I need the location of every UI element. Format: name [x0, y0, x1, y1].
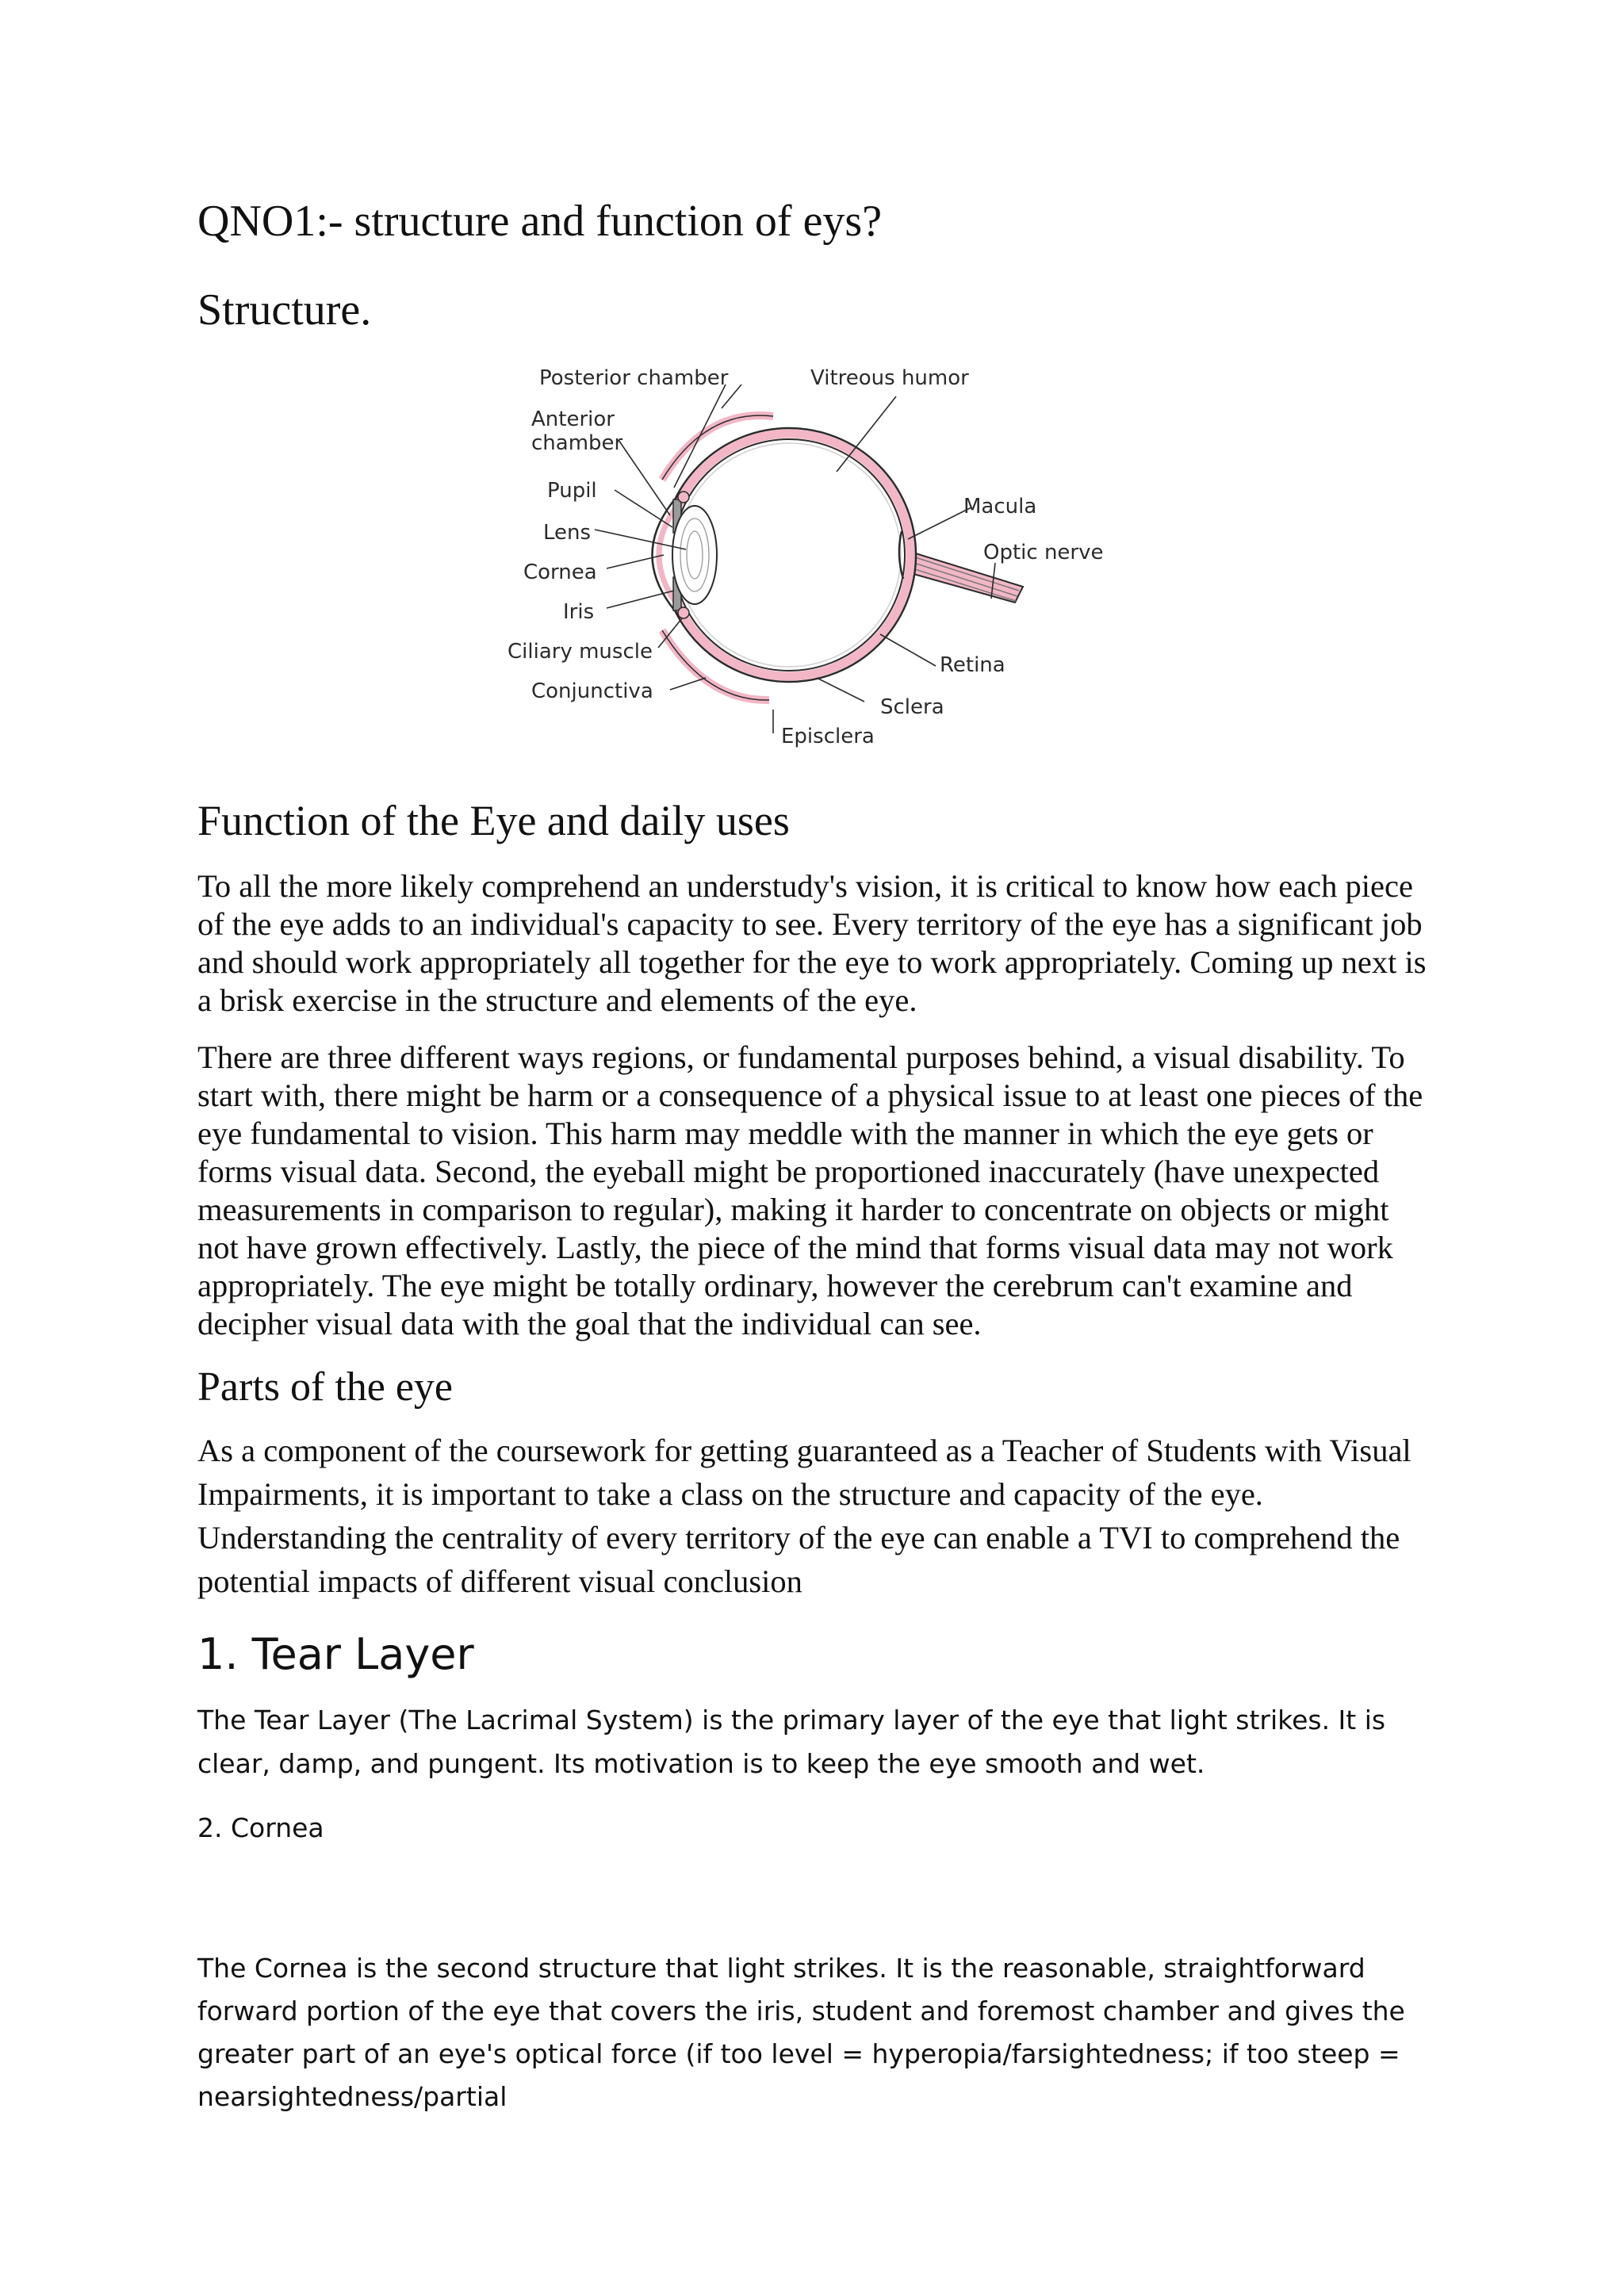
paragraph-coursework: As a component of the coursework for getting guaranteed as a Teacher of Students with Visual Impairments, it is important to take a class on the structure and capacity of the eye. Understanding the centrality of every territory of the eye can enable a TVI to comprehend the potential impacts of different visual conclusion: [197, 1433, 1411, 1599]
paragraph-cornea: The Cornea is the second structure that light strikes. It is the reasonable, straightforward forward portion of the eye that covers the iris, student and foremost chamber and gives the greater part of an eye's optical force (if too level = hyperopia/farsightedness; if too steep = nearsightedness/partial: [197, 1953, 1405, 2112]
eye-anatomy-diagram: [508, 361, 1110, 765]
paragraph-visual-disability: There are three different ways regions, or fundamental purposes behind, a visual disability. To start with, there might be harm or a consequence of a physical issue to at least one pieces of the eye fundamental to vision. This harm may meddle with the manner in which the eye gets or forms visual data. Second, the eyeball might be proportioned inaccurately (have unexpected measurements in comparison to regular), making it harder to concentrate on objects or might not have grown effectively. Lastly, the piece of the mind that forms visual data may not work appropriately. The eye might be totally ordinary, however the cerebrum can't examine and decipher visual data with the goal that the individual can see.: [197, 1039, 1423, 1341]
label-pupil: Pupil: [547, 479, 597, 503]
parts-heading: Parts of the eye: [197, 1364, 454, 1410]
label-episclera: Episclera: [781, 725, 875, 748]
label-ciliary-muscle: Ciliary muscle: [508, 640, 653, 664]
label-optic-nerve: Optic nerve: [983, 541, 1104, 564]
label-iris: Iris: [563, 600, 595, 624]
paragraph-vision-intro: To all the more likely comprehend an understudy's vision, it is critical to know how each piece of the eye adds to an individual's capacity to see. Every territory of the eye has a significant job and should work appropriately all together for the eye to work appropriately. Coming up next is a brisk exercise in the structure and elements of the eye.: [197, 868, 1427, 1018]
label-cornea: Cornea: [523, 561, 597, 584]
cornea-heading: 2. Cornea: [197, 1812, 324, 1843]
tear-layer-heading: 1. Tear Layer: [197, 1629, 474, 1679]
label-lens: Lens: [543, 521, 592, 545]
label-retina: Retina: [940, 653, 1005, 677]
label-anterior: Anterior: [531, 408, 615, 431]
label-posterior-chamber: Posterior chamber: [539, 366, 729, 390]
ciliary-lower: [678, 607, 689, 618]
label-conjunctiva: Conjunctiva: [531, 679, 653, 703]
label-sclera: Sclera: [880, 695, 944, 719]
ciliary-upper: [678, 492, 689, 503]
label-macula: Macula: [963, 495, 1037, 519]
function-heading: Function of the Eye and daily uses: [197, 797, 790, 844]
lens-shape: [672, 506, 717, 604]
structure-heading: Structure.: [197, 285, 372, 335]
label-chamber: chamber: [531, 431, 623, 455]
paragraph-tear-layer: The Tear Layer (The Lacrimal System) is the primary layer of the eye that light strikes. It is clear, damp, and pungent. Its motivation is to keep the eye smooth and wet.: [197, 1705, 1386, 1779]
label-vitreous-humor: Vitreous humor: [810, 366, 969, 390]
question-title: QNO1:- structure and function of eys?: [197, 197, 883, 246]
